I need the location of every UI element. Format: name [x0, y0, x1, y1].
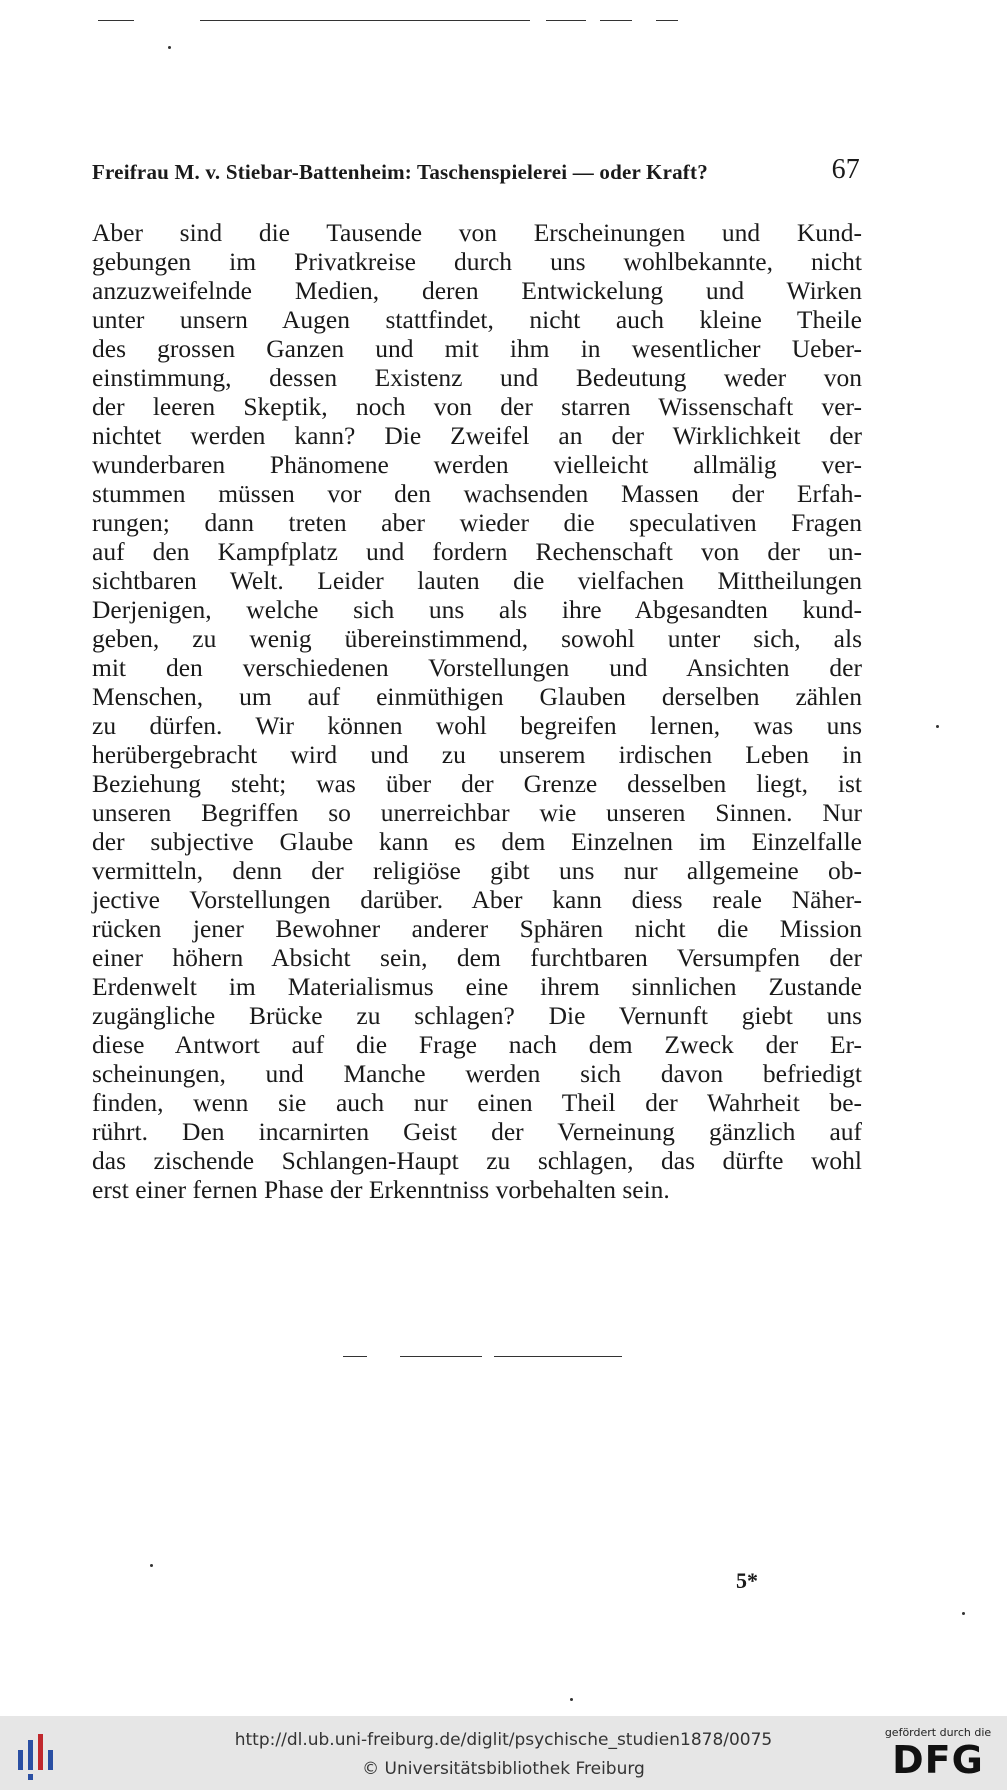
footer-url-link[interactable]: http://dl.ub.uni-freiburg.de/diglit/psychische_studien1878/0075	[234, 1730, 773, 1750]
text-line: der subjective Glaube kann es dem Einzelnen im Einzelfalle	[92, 827, 862, 856]
text-line: rührt. Den incarnirten Geist der Verneinung gänzlich auf	[92, 1117, 862, 1146]
dfg-logo[interactable]	[883, 1726, 993, 1780]
text-line: zugängliche Brücke zu schlagen? Die Vernunft giebt uns	[92, 1001, 862, 1030]
text-line: Menschen, um auf einmüthigen Glauben derselben zählen	[92, 682, 862, 711]
text-line: vermitteln, denn der religiöse gibt uns nur allgemeine ob-	[92, 856, 862, 885]
running-title: Freifrau M. v. Stiebar-Battenheim: Taschenspielerei — oder Kraft?	[92, 160, 708, 184]
top-rule-5	[656, 20, 678, 21]
page-number: 67	[831, 154, 860, 185]
text-line: anzuzweifelnde Medien, deren Entwickelung und Wirken	[92, 276, 862, 305]
top-rule-4	[600, 20, 632, 21]
text-line: geben, zu wenig übereinstimmend, sowohl unter sich, als	[92, 624, 862, 653]
running-header	[92, 154, 860, 185]
text-line: Beziehung steht; was über der Grenze desselben liegt, ist	[92, 769, 862, 798]
text-line: unter unsern Augen stattfindet, nicht auch kleine Theile	[92, 305, 862, 334]
scan-speck	[168, 46, 171, 49]
text-line: der leeren Skeptik, noch von der starren Wissenschaft ver-	[92, 392, 862, 421]
scan-speck	[570, 1698, 573, 1701]
text-line: nichtet werden kann? Die Zweifel an der Wirklichkeit der	[92, 421, 862, 450]
text-line: Erdenwelt im Materialismus eine ihrem sinnlichen Zustande	[92, 972, 862, 1001]
text-line: rungen; dann treten aber wieder die speculativen Fragen	[92, 508, 862, 537]
text-line: jective Vorstellungen darüber. Aber kann diess reale Näher-	[92, 885, 862, 914]
text-line: mit den verschiedenen Vorstellungen und Ansichten der	[92, 653, 862, 682]
text-line: das zischende Schlangen-Haupt zu schlagen, das dürfte wohl	[92, 1146, 862, 1175]
text-line: zu dürfen. Wir können wohl begreifen lernen, was uns	[92, 711, 862, 740]
scan-speck	[936, 725, 939, 728]
text-line: rücken jener Bewohner anderer Sphären nicht die Mission	[92, 914, 862, 943]
end-rule-2	[400, 1356, 482, 1357]
scan-speck	[150, 1564, 153, 1567]
dfg-tagline: gefördert durch die	[884, 1726, 992, 1739]
footer-copyright: © Universitätsbibliothek Freiburg	[362, 1759, 645, 1779]
top-rule-3	[546, 20, 586, 21]
text-line: einstimmung, dessen Existenz und Bedeutung weder von	[92, 363, 862, 392]
scan-speck	[962, 1612, 965, 1615]
text-line: Aber sind die Tausende von Erscheinungen und Kund-	[92, 218, 862, 247]
signature-mark: 5*	[736, 1568, 758, 1593]
text-line: stummen müssen vor den wachsenden Massen der Erfah-	[92, 479, 862, 508]
dfg-wordmark: DFG	[892, 1738, 984, 1782]
text-line: wunderbaren Phänomene werden vielleicht allmälig ver-	[92, 450, 862, 479]
body-paragraph	[92, 218, 862, 1204]
text-line: Derjenigen, welche sich uns als ihre Abgesandten kund-	[92, 595, 862, 624]
text-line: auf den Kampfplatz und fordern Rechenschaft von der un-	[92, 537, 862, 566]
text-line: scheinungen, und Manche werden sich davon befriedigt	[92, 1059, 862, 1088]
text-line: erst einer fernen Phase der Erkenntniss vorbehalten sein.	[92, 1175, 670, 1204]
text-line: des grossen Ganzen und mit ihm in wesentlicher Ueber-	[92, 334, 862, 363]
top-rule-2	[200, 20, 530, 21]
text-line: diese Antwort auf die Frage nach dem Zweck der Er-	[92, 1030, 862, 1059]
text-line: finden, wenn sie auch nur einen Theil der Wahrheit be-	[92, 1088, 862, 1117]
text-line: einer höhern Absicht sein, dem furchtbaren Versumpfen der	[92, 943, 862, 972]
text-line: herübergebracht wird und zu unserem irdischen Leben in	[92, 740, 862, 769]
end-rule-1	[343, 1356, 367, 1357]
top-rule-1	[98, 20, 134, 21]
text-line: sichtbaren Welt. Leider lauten die vielfachen Mittheilungen	[92, 566, 862, 595]
footer-bar	[0, 1716, 1007, 1790]
text-line: gebungen im Privatkreise durch uns wohlbekannte, nicht	[92, 247, 862, 276]
text-line: unseren Begriffen so unerreichbar wie unseren Sinnen. Nur	[92, 798, 862, 827]
end-rule-3	[494, 1356, 622, 1357]
